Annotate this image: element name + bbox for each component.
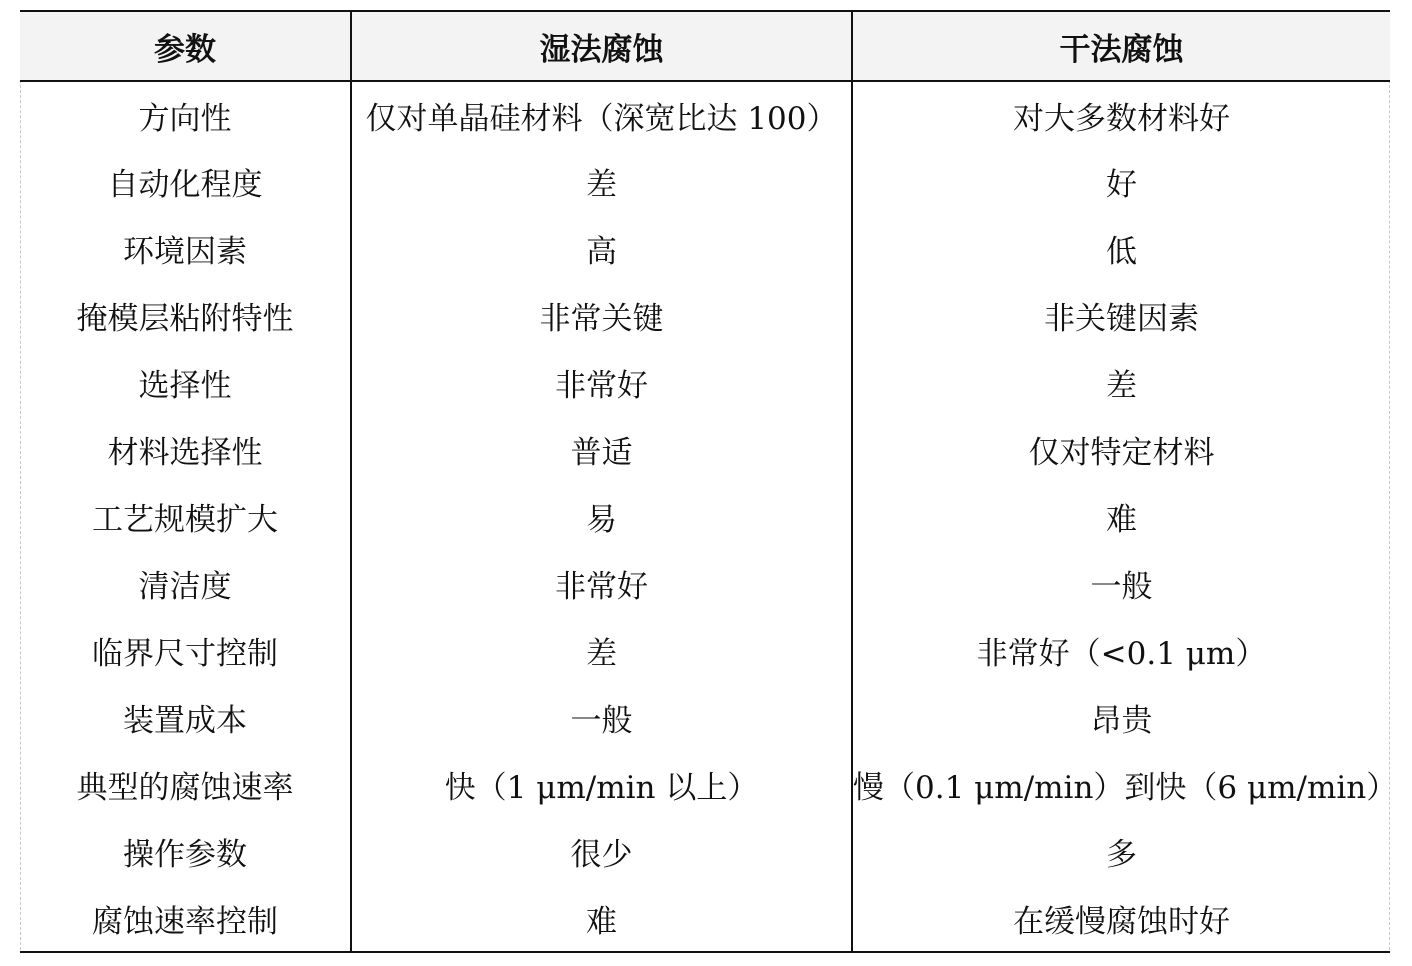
parameter-cell: 材料选择性 [107,435,263,471]
dry-etching-cell: 昂贵 [852,684,1390,751]
table-row [20,148,1390,215]
parameter-cell: 清洁度 [138,569,232,605]
parameter-cell: 腐蚀速率控制 [20,885,351,952]
wet-etching-cell: 仅对单晶硅材料（深宽比达 100） [351,81,852,148]
wet-etching-cell: 难 [351,885,852,952]
parameter-cell: 环境因素 [123,234,247,270]
header-row [20,11,1390,81]
table-row [20,282,1390,349]
wet-etching-cell: 很少 [351,818,852,885]
header-wet-etching: 湿法腐蚀 [351,11,852,81]
dry-etching-cell: 对大多数材料好 [852,81,1390,148]
parameter-cell: 工艺规模扩大 [92,502,278,538]
table-row [20,81,1390,148]
comparison-table [20,10,1398,953]
table-row [20,617,1390,684]
wet-etching-cell: 快（1 μm/min 以上） [351,751,852,818]
dry-etching-cell: 低 [852,215,1390,282]
table-row [20,818,1390,885]
parameter-cell: 自动化程度 [107,167,263,203]
parameter-cell: 方向性 [138,100,232,137]
wet-etching-cell: 一般 [351,684,852,751]
parameter-cell: 操作参数 [123,837,247,873]
table-row [20,550,1390,617]
dry-etching-cell: 慢（0.1 μm/min）到快（6 μm/min） [852,751,1390,818]
header-parameter: 参数 [20,11,351,81]
dry-etching-cell: 多 [852,818,1390,885]
wet-etching-cell: 非常好 [351,550,852,617]
header-dry-etching: 干法腐蚀 [852,11,1390,81]
parameter-cell: 临界尺寸控制 [92,636,278,672]
table-row [20,483,1390,550]
dry-etching-cell: 非常好（<0.1 μm） [852,617,1390,684]
dry-etching-cell: 在缓慢腐蚀时好 [852,885,1390,952]
wet-etching-cell: 非常关键 [351,282,852,349]
parameter-cell: 掩模层粘附特性 [76,301,294,337]
dry-etching-cell: 一般 [852,550,1390,617]
wet-etching-cell: 差 [351,148,852,215]
parameter-cell: 典型的腐蚀速率 [76,770,294,806]
table-row [20,349,1390,416]
parameter-cell: 选择性 [138,368,232,404]
table-row [20,416,1390,483]
dry-etching-cell: 仅对特定材料 [852,416,1390,483]
wet-etching-cell: 高 [351,215,852,282]
dry-etching-cell: 好 [852,148,1390,215]
wet-etching-cell: 非常好 [351,349,852,416]
table-row [20,885,1390,952]
table-row [20,684,1390,751]
wet-etching-cell: 普适 [351,416,852,483]
wet-etching-cell: 易 [351,483,852,550]
table-row [20,215,1390,282]
table-row [20,751,1390,818]
dry-etching-cell: 差 [852,349,1390,416]
parameter-cell: 装置成本 [123,703,247,739]
wet-etching-cell: 差 [351,617,852,684]
dry-etching-cell: 非关键因素 [852,282,1390,349]
dry-etching-cell: 难 [852,483,1390,550]
